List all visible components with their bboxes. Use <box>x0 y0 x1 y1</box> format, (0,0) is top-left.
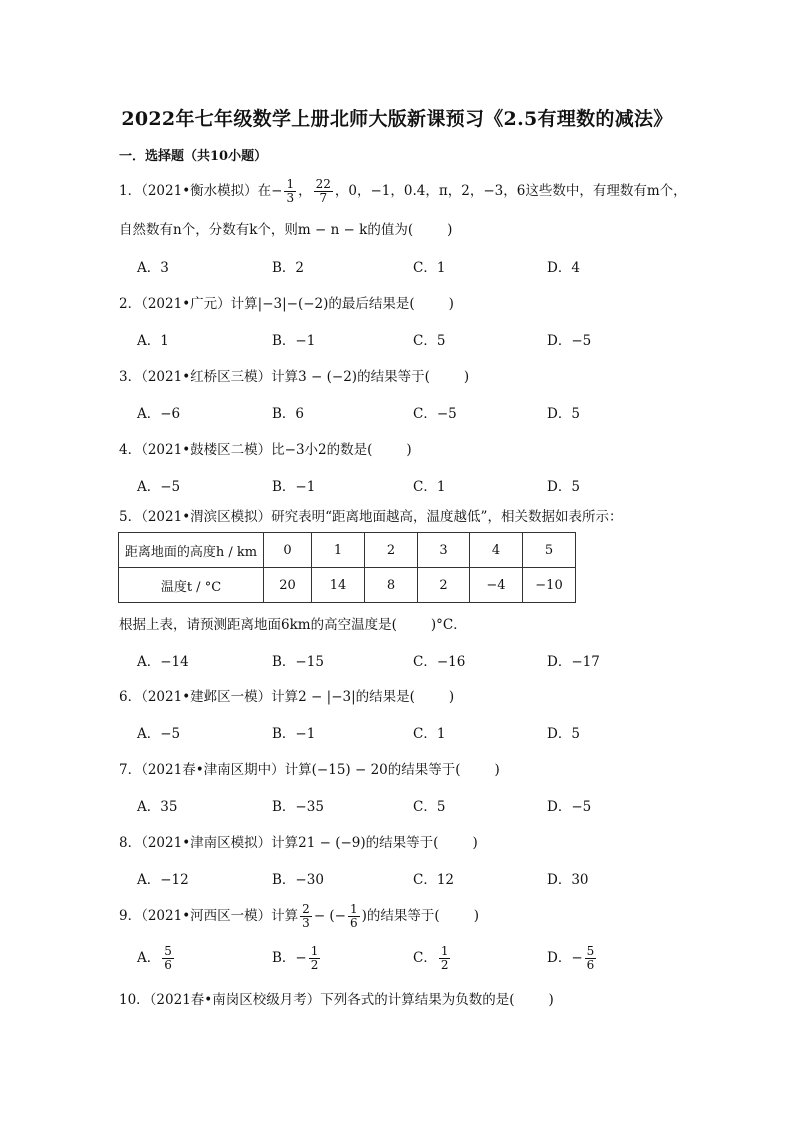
table-row-temperature <box>119 568 576 603</box>
table-cell: 0 <box>264 533 312 568</box>
q5-option-c: C．−16 <box>413 654 466 670</box>
q7-option-c: C．5 <box>413 799 446 815</box>
q8-option-d: D．30 <box>547 872 589 888</box>
question-5-prompt: 根据上表，请预测距离地面6km的高空温度是( )°C． <box>119 617 467 633</box>
table-cell: 1 <box>312 533 365 568</box>
fraction-1-3: $\frac{1}{3}$ <box>286 177 295 205</box>
question-7: 7．（2021春•津南区期中）计算(−15) − 20的结果等于( ) <box>119 762 500 778</box>
q7-option-a: A．35 <box>137 799 178 815</box>
q3-option-c: C．−5 <box>413 406 457 422</box>
q4-option-c: C．1 <box>413 479 446 495</box>
q2-option-d: D．−5 <box>547 333 592 349</box>
table-cell: 20 <box>264 568 312 603</box>
q7-option-b: B．−35 <box>272 799 324 815</box>
q6-option-d: D．5 <box>547 726 580 742</box>
q4-option-a: A．−5 <box>137 479 181 495</box>
table-cell: 2 <box>365 533 418 568</box>
table-cell: 8 <box>365 568 418 603</box>
q9-option-a: A． $\frac{5}{6}$ <box>137 944 172 972</box>
table-header-altitude: 距离地面的高度h / km <box>119 533 264 568</box>
table-header-temperature: 温度t / °C <box>119 568 264 603</box>
table-row-altitude <box>119 533 576 568</box>
fraction-22-7: $\frac{22}{7}$ <box>315 177 331 205</box>
q5-option-b: B．−15 <box>272 654 324 670</box>
question-2: 2．（2021•广元）计算|−3|−(−2)的最后结果是( ) <box>119 296 454 312</box>
question-1: 1．（2021•衡水模拟）在− $\frac{1}{3}$ ， $\frac{22}{7}$ ，0，−1，0.4，π，2，−3，6这些数中，有理数有m个， <box>119 177 687 205</box>
question-10: 10．（2021春•南岗区校级月考）下列各式的计算结果为负数的是( ) <box>119 992 554 1008</box>
q4-option-b: B．−1 <box>272 479 316 495</box>
document-title: 2022年七年级数学上册北师大版新课预习《2.5有理数的减法》 <box>121 108 673 130</box>
q2-option-a: A．1 <box>137 333 169 349</box>
q6-option-c: C．1 <box>413 726 446 742</box>
q8-option-b: B．−30 <box>272 872 324 888</box>
q3-option-d: D．5 <box>547 406 580 422</box>
question-6: 6．（2021•建邺区一模）计算2 − |−3|的结果是( ) <box>119 689 455 705</box>
question-9: 9．（2021•河西区一模）计算 $\frac{2}{3}$ − (− $\frac{1}{6}$ )的结果等于( ) <box>119 902 479 930</box>
question-4: 4．（2021•鼓楼区二模）比−3小2的数是( ) <box>119 442 412 458</box>
q6-option-b: B．−1 <box>272 726 316 742</box>
question-3: 3．（2021•红桥区三模）计算3 − (−2)的结果等于( ) <box>119 369 470 385</box>
q1-option-a: A．3 <box>137 260 169 276</box>
q1-option-d: D．4 <box>547 260 580 276</box>
fraction-1-6: $\frac{1}{6}$ <box>350 902 358 930</box>
q3-option-a: A．−6 <box>137 406 181 422</box>
q4-option-d: D．5 <box>547 479 580 495</box>
table-cell: 3 <box>418 533 470 568</box>
q1-option-b: B．2 <box>272 260 305 276</box>
q7-option-d: D．−5 <box>547 799 592 815</box>
question-1-line2: 自然数有n个，分数有k个，则m − n − k的值为( ) <box>119 222 453 238</box>
table-cell: 5 <box>523 533 576 568</box>
q2-option-c: C．5 <box>413 333 446 349</box>
table-cell: 14 <box>312 568 365 603</box>
q9-option-b: B．− $\frac{1}{2}$ <box>272 944 319 972</box>
q9-option-c: C． $\frac{1}{2}$ <box>413 944 449 972</box>
q6-option-a: A．−5 <box>137 726 181 742</box>
q8-option-a: A．−12 <box>137 872 189 888</box>
section-heading: 一．选择题（共10小题） <box>119 149 268 164</box>
q9-option-d: D．− $\frac{5}{6}$ <box>547 944 595 972</box>
table-cell: 2 <box>418 568 470 603</box>
fraction-2-3: $\frac{2}{3}$ <box>302 902 310 930</box>
q5-option-d: D．−17 <box>547 654 600 670</box>
table-cell: −4 <box>470 568 523 603</box>
question-5: 5．（2021•渭滨区模拟）研究表明“距离地面越高，温度越低”，相关数据如表所示： <box>119 509 623 525</box>
question-1-lead: 1．（2021•衡水模拟）在− <box>119 183 283 199</box>
q8-option-c: C．12 <box>413 872 455 888</box>
table-cell: −10 <box>523 568 576 603</box>
altitude-temperature-table <box>118 532 576 603</box>
q5-option-a: A．−14 <box>137 654 189 670</box>
question-1-rest: ，0，−1，0.4，π，2，−3，6这些数中，有理数有m个， <box>334 183 687 199</box>
table-cell: 4 <box>470 533 523 568</box>
q1-option-c: C．1 <box>413 260 446 276</box>
question-8: 8．（2021•津南区模拟）计算21 − (−9)的结果等于( ) <box>119 835 478 851</box>
q3-option-b: B．6 <box>272 406 305 422</box>
q2-option-b: B．−1 <box>272 333 316 349</box>
